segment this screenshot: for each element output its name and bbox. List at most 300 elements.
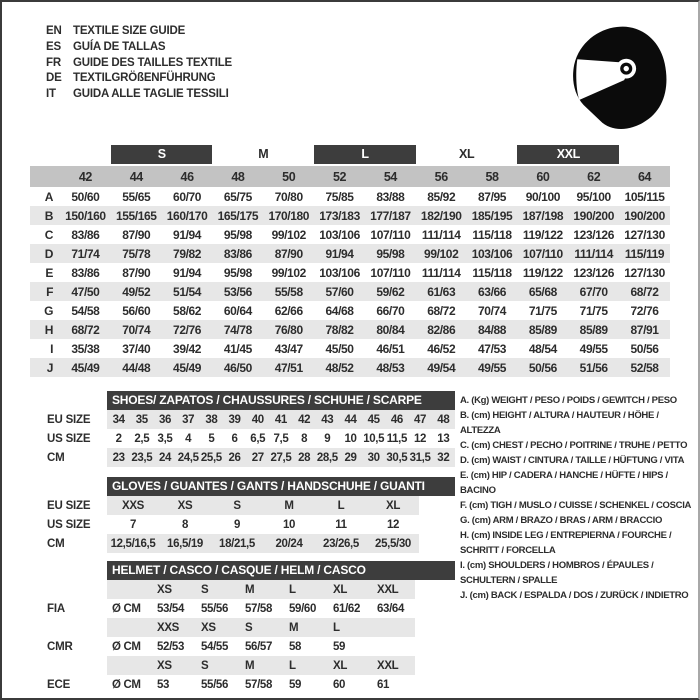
measurement-value: 60/70: [173, 189, 202, 204]
helmet-size-value: 61/62: [333, 602, 361, 615]
helmet-size-value: 59: [333, 640, 346, 653]
size-value: 23: [107, 448, 130, 467]
measurement-value: 85/89: [517, 320, 568, 339]
measurement-value: 54/58: [71, 303, 100, 318]
measurement-row: [30, 358, 670, 377]
measurement-value: 50/60: [71, 189, 100, 204]
size-value: 41: [269, 410, 292, 429]
measurement-row: [30, 301, 670, 320]
row-letter: F: [30, 282, 60, 301]
measurement-row: [30, 263, 670, 282]
helmet-size-value: 59: [289, 678, 302, 691]
measurement-value: 103/106: [319, 227, 360, 242]
helmet-size-value: XS: [151, 580, 195, 599]
helmet-size-value: 55/56: [201, 678, 229, 691]
helmet-size-value: S: [195, 656, 239, 675]
size-row: [30, 429, 455, 448]
measurement-value: 61/63: [416, 282, 467, 301]
measurement-value: 48/52: [314, 358, 365, 377]
helmet-size-value: XS: [151, 656, 195, 675]
helmet-table: [30, 580, 415, 694]
measurement-value: 83/86: [212, 244, 263, 263]
measurement-row: [30, 225, 670, 244]
size-value: 11: [335, 518, 347, 531]
size-value: 2,5: [134, 432, 150, 445]
size-value: 8: [301, 432, 308, 445]
size-value: 25,5: [200, 448, 223, 467]
measurement-value: 83/88: [376, 189, 405, 204]
helmet-size-value: 63/64: [377, 602, 405, 615]
measurement-value: 190/200: [568, 206, 619, 225]
measurement-value: 83/86: [71, 227, 100, 242]
legend-entry: G. (cm) ARM / BRAZO / BRAS / ARM / BRACCIO: [460, 515, 663, 526]
size-header-cell: 52: [314, 166, 365, 187]
row-label: EU SIZE: [30, 410, 107, 429]
helmet-size-value: [371, 618, 415, 637]
size-value: 44: [339, 410, 362, 429]
measurement-value: 111/114: [568, 244, 619, 263]
measurement-value: 95/98: [223, 227, 252, 242]
size-value: 5: [208, 432, 215, 445]
size-value: XXS: [107, 496, 159, 515]
measurement-value: 45/49: [60, 358, 111, 377]
helmet-size-row: [30, 656, 415, 675]
language-row: [46, 24, 232, 40]
size-group-row: [30, 145, 670, 166]
helmet-size-row: [30, 618, 415, 637]
measurement-value: 84/88: [467, 320, 518, 339]
measurement-value: 47/50: [60, 282, 111, 301]
legend-entry: F. (cm) TIGH / MUSLO / CUISSE / SCHENKEL / COSCIA: [460, 500, 692, 511]
size-value: 6,5: [250, 432, 266, 445]
size-value: 24: [153, 448, 176, 467]
row-label: EU SIZE: [30, 496, 107, 515]
diameter-unit-label: Ø CM: [112, 602, 141, 615]
size-value: 36: [153, 410, 176, 429]
measurement-value: 165/175: [212, 206, 263, 225]
measurement-value: 67/70: [568, 282, 619, 301]
measurement-value: 48/54: [528, 341, 557, 356]
measurement-value: 49/55: [579, 341, 608, 356]
measurement-value: 51/56: [568, 358, 619, 377]
size-value: 45: [362, 410, 385, 429]
size-value: 2: [115, 432, 122, 445]
row-letter: I: [50, 341, 53, 356]
language-row: [46, 40, 232, 56]
measurement-row: [30, 187, 670, 206]
measurement-value: 177/187: [365, 206, 416, 225]
helmet-size-value: S: [239, 618, 283, 637]
measurement-value: 76/80: [263, 320, 314, 339]
measurement-value: 119/122: [522, 265, 563, 280]
measurement-value: 65/75: [223, 189, 252, 204]
size-value: 47: [408, 410, 431, 429]
apparel-size-table: [30, 145, 670, 377]
measurement-value: 47/53: [478, 341, 507, 356]
measurement-value: 187/198: [517, 206, 568, 225]
measurement-value: 35/38: [71, 341, 100, 356]
measurement-value: 115/118: [472, 227, 512, 242]
diameter-unit-label: Ø CM: [112, 640, 141, 653]
size-value: 7,5: [273, 432, 289, 445]
standard-label: [30, 580, 107, 599]
helmet-size-value: 57/58: [245, 602, 273, 615]
measurement-value: 85/89: [568, 320, 619, 339]
racing-helmet-icon: [572, 26, 668, 130]
measurement-value: 95/98: [223, 265, 252, 280]
measurement-value: 160/170: [162, 206, 213, 225]
measurement-value: 71/74: [60, 244, 111, 263]
measurement-value: 150/160: [60, 206, 111, 225]
helmet-size-value: XL: [327, 656, 371, 675]
size-header-cell: 44: [111, 166, 162, 187]
size-header-cell: 48: [212, 166, 263, 187]
size-value: 30,5: [385, 448, 408, 467]
size-value: 27,5: [269, 448, 292, 467]
measurement-value: 60/64: [223, 303, 252, 318]
row-label: US SIZE: [30, 429, 107, 448]
size-row: [30, 496, 419, 515]
measurement-value: 87/90: [122, 265, 151, 280]
size-value: 18/21,5: [211, 534, 263, 553]
size-value: 11,5: [386, 432, 408, 445]
measurement-value: 64/68: [325, 303, 354, 318]
measurement-value: 79/82: [162, 244, 213, 263]
size-value: 10,5: [363, 432, 385, 445]
measurement-value: 37/40: [122, 341, 151, 356]
size-value: 31,5: [408, 448, 431, 467]
size-value: 43: [316, 410, 339, 429]
helmet-size-value: [371, 637, 415, 656]
size-value: 16,5/19: [159, 534, 211, 553]
measurement-value: 91/94: [314, 244, 365, 263]
size-value: 13: [437, 432, 450, 445]
row-letter: B: [30, 206, 60, 225]
helmet-size-value: 58: [289, 640, 302, 653]
measurement-value: 107/110: [370, 265, 411, 280]
helmet-size-value: XXL: [371, 580, 415, 599]
size-header-cell: [30, 166, 60, 187]
row-letter: J: [30, 358, 60, 377]
size-group-label: XL: [459, 147, 475, 161]
helmet-size-row: [30, 580, 415, 599]
size-value: 24,5: [177, 448, 200, 467]
measurement-value: 173/183: [314, 206, 365, 225]
size-header-cell: 54: [365, 166, 416, 187]
row-label: CM: [30, 448, 107, 467]
helmet-size-value: 56/57: [245, 640, 273, 653]
measurement-value: 39/42: [173, 341, 202, 356]
size-header-cell: 58: [467, 166, 518, 187]
measurement-value: 87/91: [619, 320, 670, 339]
measurement-value: 49/55: [467, 358, 518, 377]
helmet-size-value: 60: [333, 678, 346, 691]
measurement-value: 49/54: [416, 358, 467, 377]
size-group-label: M: [258, 147, 269, 161]
helmet-size-value: S: [195, 580, 239, 599]
measurement-value: 87/90: [263, 244, 314, 263]
measurement-value: 95/98: [365, 244, 416, 263]
size-value: M: [263, 496, 315, 515]
measurement-value: 46/52: [427, 341, 456, 356]
size-value: S: [211, 496, 263, 515]
gloves-section-title: GLOVES / GUANTES / GANTS / HANDSCHUHE / GUANTI: [107, 477, 455, 496]
measurement-value: 111/114: [421, 227, 461, 242]
legend-entry: A. (Kg) WEIGHT / PESO / POIDS / GEWITCH / PESO: [460, 395, 677, 406]
row-letter: C: [44, 227, 53, 242]
measurement-value: 80/84: [365, 320, 416, 339]
size-header-row: [30, 166, 670, 187]
size-header-cell: 64: [619, 166, 670, 187]
size-value: L: [315, 496, 367, 515]
measurement-value: 83/86: [71, 265, 100, 280]
measurement-value: 53/56: [212, 282, 263, 301]
measurement-legend: [460, 393, 698, 603]
size-value: 12,5/16,5: [107, 534, 159, 553]
helmet-size-value: 57/58: [245, 678, 273, 691]
gloves-table: [30, 496, 419, 553]
language-code: FR: [46, 56, 61, 69]
measurement-value: 55/65: [122, 189, 151, 204]
measurement-value: 103/106: [319, 265, 360, 280]
measurement-value: 75/78: [111, 244, 162, 263]
measurement-value: 78/82: [314, 320, 365, 339]
size-value: 42: [293, 410, 316, 429]
helmet-section: [30, 561, 455, 694]
legend-entry: I. (cm) SHOULDERS / HOMBROS / ÉPAULES / SCHULTERN / SPALLE: [460, 560, 654, 586]
measurement-value: 182/190: [416, 206, 467, 225]
legend-entry: J. (cm) BACK / ESPALDA / DOS / ZURÜCK / INDIETRO: [460, 590, 689, 601]
measurement-value: 87/90: [122, 227, 151, 242]
measurement-row: [30, 282, 670, 301]
measurement-value: 48/53: [365, 358, 416, 377]
measurement-value: 72/76: [630, 303, 659, 318]
size-value: 48: [432, 410, 455, 429]
size-group-label: L: [314, 145, 416, 164]
size-value: 9: [324, 432, 331, 445]
size-value: 46: [385, 410, 408, 429]
measurement-value: 66/70: [376, 303, 405, 318]
size-value: 29: [339, 448, 362, 467]
size-row: [30, 515, 419, 534]
measurement-value: 51/54: [162, 282, 213, 301]
language-label: GUÍA DE TALLAS: [73, 40, 166, 53]
measurement-value: 52/58: [619, 358, 670, 377]
size-header-cell: 60: [517, 166, 568, 187]
language-label: TEXTILE SIZE GUIDE: [73, 25, 186, 37]
measurement-value: 115/119: [619, 244, 670, 263]
size-value: 28,5: [316, 448, 339, 467]
measurement-value: 90/100: [525, 189, 561, 204]
row-letter: D: [30, 244, 60, 263]
size-value: 12: [386, 518, 400, 531]
helmet-size-value: XL: [327, 580, 371, 599]
size-group-label: S: [111, 145, 213, 164]
measurement-value: 82/86: [416, 320, 467, 339]
helmet-size-value: 54/55: [201, 640, 229, 653]
measurement-value: 87/95: [478, 189, 507, 204]
measurement-value: 74/78: [212, 320, 263, 339]
measurement-value: 99/102: [271, 265, 306, 280]
measurement-value: 45/50: [325, 341, 354, 356]
row-letter: A: [44, 189, 53, 204]
measurement-value: 70/74: [111, 320, 162, 339]
helmet-size-row: [30, 599, 415, 618]
row-label: US SIZE: [30, 515, 107, 534]
measurement-value: 107/110: [370, 227, 411, 242]
measurement-value: 103/106: [467, 244, 518, 263]
helmet-size-value: L: [283, 656, 327, 675]
measurement-value: 72/76: [162, 320, 213, 339]
helmet-size-value: L: [283, 580, 327, 599]
measurement-value: 107/110: [517, 244, 568, 263]
row-letter: H: [30, 320, 60, 339]
size-value: 38: [200, 410, 223, 429]
measurement-value: 43/47: [274, 341, 303, 356]
size-value: 7: [129, 518, 137, 531]
legend-entry: E. (cm) HIP / CADERA / HANCHE / HÜFTE / HIPS / BACINO: [460, 470, 668, 496]
language-code: DE: [46, 72, 62, 85]
language-code: IT: [46, 88, 56, 101]
helmet-size-value: XXS: [151, 618, 195, 637]
size-value: 39: [223, 410, 246, 429]
measurement-value: 62/66: [274, 303, 303, 318]
helmet-size-row: [30, 637, 415, 656]
standard-label: [30, 618, 107, 637]
helmet-size-value: 61: [377, 678, 390, 691]
size-value: 10: [344, 432, 357, 445]
size-value: 32: [432, 448, 455, 467]
language-row: [46, 87, 232, 103]
size-value: 26: [223, 448, 246, 467]
measurement-value: 99/102: [271, 227, 306, 242]
measurement-value: 44/48: [111, 358, 162, 377]
measurement-value: 68/72: [427, 303, 456, 318]
measurement-value: 99/102: [416, 244, 467, 263]
shoes-table: [30, 410, 455, 467]
measurement-value: 47/51: [263, 358, 314, 377]
size-row: [30, 410, 455, 429]
language-code: ES: [46, 40, 61, 53]
measurement-value: 127/130: [624, 265, 665, 280]
size-header-cell: 56: [416, 166, 467, 187]
size-value: 27: [246, 448, 269, 467]
size-value: 6: [231, 432, 238, 445]
diameter-unit-label: [107, 618, 151, 637]
standard-label: CMR: [30, 637, 107, 656]
gloves-section: [30, 477, 455, 553]
measurement-value: 55/58: [263, 282, 314, 301]
size-value: 37: [177, 410, 200, 429]
measurement-value: 68/72: [619, 282, 670, 301]
helmet-size-value: M: [239, 656, 283, 675]
diameter-unit-label: [107, 656, 151, 675]
measurement-value: 95/100: [576, 189, 611, 204]
language-list: [46, 24, 232, 103]
measurement-value: 46/51: [376, 341, 405, 356]
helmet-size-value: 59/60: [289, 602, 317, 615]
size-value: 30: [362, 448, 385, 467]
measurement-value: 105/115: [624, 189, 665, 204]
measurement-value: 170/180: [263, 206, 314, 225]
measurement-value: 65/68: [517, 282, 568, 301]
measurement-value: 56/60: [122, 303, 151, 318]
measurement-row: [30, 339, 670, 358]
size-row: [30, 448, 455, 467]
measurement-value: 70/74: [478, 303, 507, 318]
standard-label: FIA: [30, 599, 107, 618]
helmet-size-value: 52/53: [157, 640, 185, 653]
size-value: 23/26,5: [315, 534, 367, 553]
size-value: 28: [293, 448, 316, 467]
size-value: 9: [233, 518, 241, 531]
measurement-value: 85/92: [427, 189, 456, 204]
shoes-section-title: SHOES/ ZAPATOS / CHAUSSURES / SCHUHE / SCARPE: [107, 391, 455, 410]
row-label: CM: [30, 534, 107, 553]
legend-entry: D. (cm) WAIST / CINTURA / TAILLE / HÜFTUNG / VITA: [460, 455, 685, 466]
diameter-unit-label: Ø CM: [112, 678, 141, 691]
language-row: [46, 71, 232, 87]
measurement-value: 111/114: [421, 265, 461, 280]
helmet-size-value: M: [239, 580, 283, 599]
helmet-size-value: 53/54: [157, 602, 185, 615]
row-letter: G: [44, 303, 53, 318]
size-value: 12: [414, 432, 427, 445]
helmet-size-value: M: [283, 618, 327, 637]
helmet-size-value: L: [327, 618, 371, 637]
size-header-cell: 42: [60, 166, 111, 187]
measurement-value: 190/200: [619, 206, 670, 225]
size-value: 35: [130, 410, 153, 429]
measurement-value: 41/45: [223, 341, 252, 356]
helmet-size-value: XS: [195, 618, 239, 637]
size-value: 34: [107, 410, 130, 429]
size-group-label: XXL: [517, 145, 619, 164]
measurement-value: 50/56: [630, 341, 659, 356]
measurement-value: 59/62: [365, 282, 416, 301]
language-label: GUIDA ALLE TAGLIE TESSILI: [73, 88, 229, 101]
size-row: [30, 534, 419, 553]
size-header-cell: 62: [568, 166, 619, 187]
size-value: 40: [246, 410, 269, 429]
measurement-value: 115/118: [472, 265, 512, 280]
shoes-section: [30, 391, 455, 467]
measurement-value: 119/122: [522, 227, 563, 242]
measurement-value: 57/60: [314, 282, 365, 301]
size-value: 10: [282, 518, 296, 531]
language-row: [46, 56, 232, 72]
measurement-value: 68/72: [60, 320, 111, 339]
measurement-value: 71/75: [579, 303, 608, 318]
measurement-value: 70/80: [274, 189, 303, 204]
size-value: 8: [181, 518, 189, 531]
measurement-value: 45/49: [162, 358, 213, 377]
size-value: XS: [159, 496, 211, 515]
measurement-value: 155/165: [111, 206, 162, 225]
size-value: 20/24: [263, 534, 315, 553]
standard-label: ECE: [30, 675, 107, 694]
language-label: TEXTILGRÖßENFÜHRUNG: [73, 72, 216, 85]
size-value: XL: [367, 496, 419, 515]
helmet-size-value: 55/56: [201, 602, 229, 615]
measurement-value: 91/94: [173, 265, 202, 280]
measurement-value: 91/94: [173, 227, 202, 242]
helmet-size-value: 53: [157, 678, 170, 691]
size-header-cell: 46: [162, 166, 213, 187]
measurement-value: 75/85: [325, 189, 354, 204]
measurement-value: 63/66: [467, 282, 518, 301]
standard-label: [30, 656, 107, 675]
